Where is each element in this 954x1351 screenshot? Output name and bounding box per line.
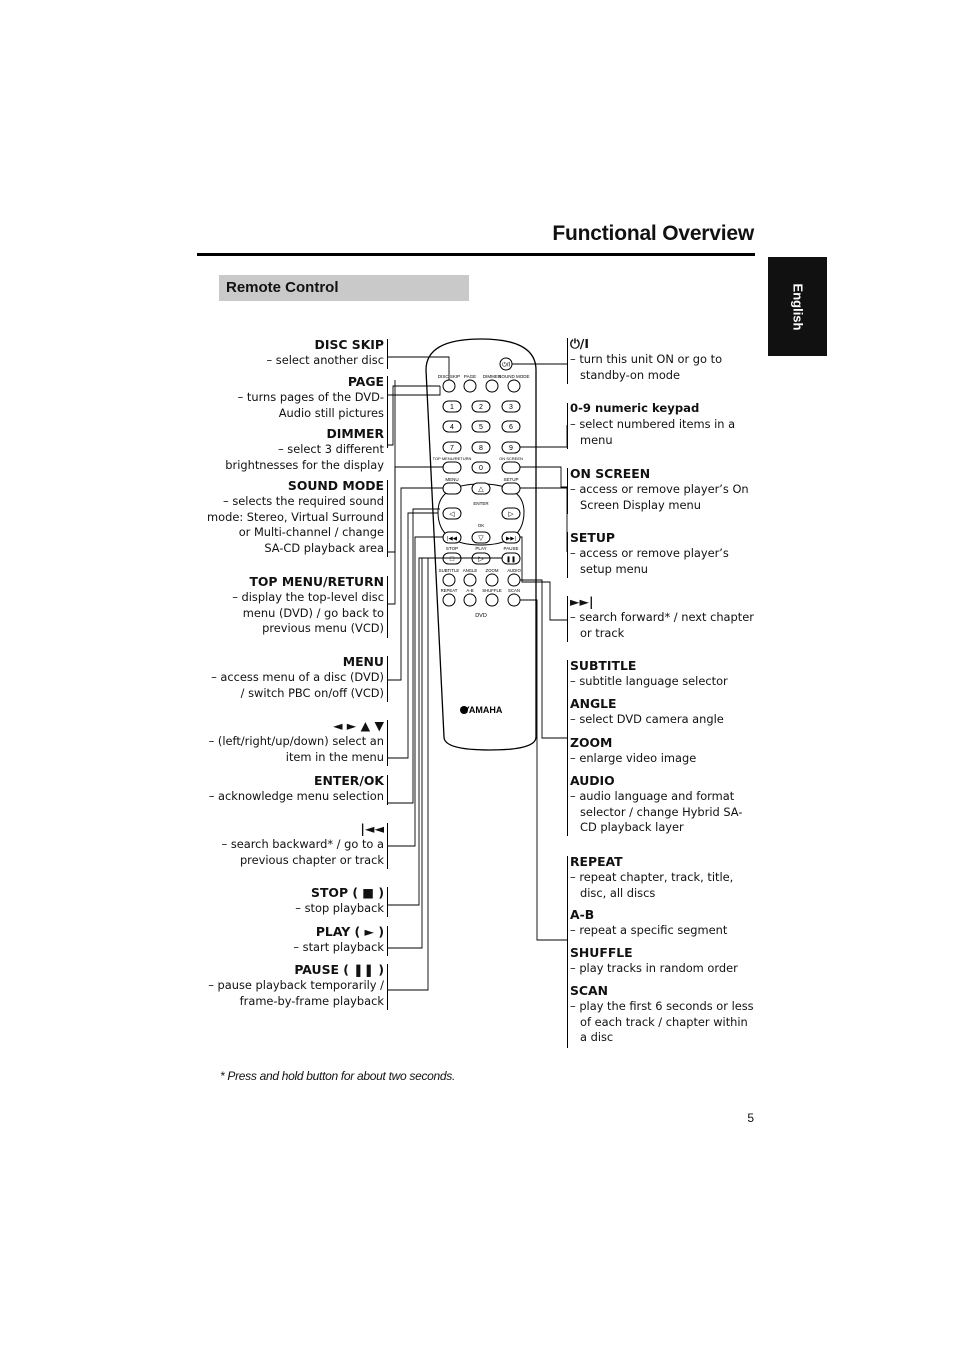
angle-button (464, 574, 476, 586)
sound-mode-button (508, 380, 520, 392)
svg-text:0: 0 (479, 465, 483, 472)
label-on-screen: ON SCREEN – access or remove player’s On Screen Display menu (570, 466, 749, 512)
svg-text:7: 7 (450, 445, 454, 452)
svg-text:8: 8 (479, 445, 483, 452)
dimmer-button (486, 380, 498, 392)
label-top-menu-return: TOP MENU/RETURN – display the top-level disc menu (DVD) / go back to previous menu (VCD) (232, 574, 384, 636)
label-stop: STOP ( ■ ) – stop playback (295, 885, 384, 915)
top-menu-return-button (443, 462, 461, 473)
btn-label-scan: SCAN (508, 588, 520, 593)
svg-text:5: 5 (479, 424, 483, 431)
label-angle: ANGLE – select DVD camera angle (570, 696, 724, 726)
brand-logo: YAMAHA (463, 705, 503, 715)
label-zoom: ZOOM – enlarge video image (570, 735, 697, 765)
btn-label-zoom: ZOOM (485, 568, 499, 573)
btn-label-play: PLAY (475, 546, 487, 551)
scan-button (508, 594, 520, 606)
label-play: PLAY ( ► ) – start playback (293, 924, 384, 954)
btn-label-shuffle: SHUFFLE (482, 588, 502, 593)
btn-label-angle: ANGLE (462, 568, 478, 573)
svg-text:6: 6 (509, 424, 513, 431)
btn-label-on-screen: ON SCREEN (499, 456, 523, 461)
btn-label-page: PAGE (463, 374, 477, 379)
label-shuffle: SHUFFLE – play tracks in random order (570, 945, 738, 975)
svg-text:9: 9 (509, 445, 513, 452)
btn-label-disc-skip: DISC SKIP (437, 374, 461, 379)
label-page: PAGE – turns pages of the DVD- Audio still pictures (237, 374, 384, 420)
btn-label-sound-mode: SOUND MODE (498, 374, 530, 379)
btn-label-pause: PAUSE (503, 546, 519, 551)
page-title: Functional Overview (552, 222, 754, 245)
label-scan: SCAN – play the first 6 seconds or less of each track / chapter within a disc (570, 983, 754, 1045)
label-skip-forward: ►►| – search forward* / next chapter or track (570, 594, 754, 640)
btn-label-stop: STOP (445, 546, 459, 551)
svg-text:2: 2 (479, 404, 483, 411)
label-setup: SETUP – access or remove player’s setup menu (570, 530, 729, 576)
language-tab-label: English (790, 283, 805, 330)
btn-label-dimmer: DIMMER (482, 374, 502, 379)
page-number: 5 (747, 1111, 754, 1125)
a-b-button (464, 594, 476, 606)
btn-label-ok: OK (477, 523, 485, 528)
btn-label-a-b: A-B (466, 588, 474, 593)
label-audio: AUDIO – audio language and format selector / change Hybrid SA-CD playback layer (570, 773, 743, 835)
footnote: * Press and hold button for about two seconds. (220, 1069, 456, 1083)
zoom-button (486, 574, 498, 586)
section-heading-label: Remote Control (226, 279, 339, 296)
stop-icon: □ (449, 556, 455, 563)
label-skip-back: |◄◄ – search backward* / go to a previous chapter or track (221, 821, 384, 867)
label-dimmer: DIMMER – select 3 different brightnesses for the display (225, 426, 384, 472)
left-icon: ◁ (449, 511, 455, 518)
label-arrows: ◄ ► ▲ ▼ – (left/right/up/down) select an item in the menu (208, 718, 384, 764)
power-icon: ⏻/I (501, 362, 511, 369)
btn-label-setup: SETUP (503, 477, 519, 482)
up-icon: △ (478, 486, 484, 493)
label-pause: PAUSE ( ❚❚ ) – pause playback temporarily / frame-by-frame playback (208, 962, 384, 1008)
btn-label-enter: ENTER (473, 501, 489, 506)
play-icon: ▷ (478, 556, 484, 563)
label-repeat: REPEAT – repeat chapter, track, title, disc, all discs (570, 854, 734, 900)
svg-text:1: 1 (450, 404, 454, 411)
btn-label-top-menu: TOP MENU/RETURN (432, 456, 472, 461)
down-icon: ▽ (478, 535, 484, 542)
label-subtitle: SUBTITLE – subtitle language selector (570, 658, 728, 688)
btn-label-repeat: REPEAT (440, 588, 458, 593)
pause-icon: ❚❚ (505, 557, 517, 563)
repeat-button (443, 594, 455, 606)
menu-button (443, 483, 461, 494)
label-numeric-keypad: 0-9 numeric keypad – select numbered items in a menu (570, 401, 736, 447)
shuffle-button (486, 594, 498, 606)
label-disc-skip: DISC SKIP – select another disc (266, 337, 384, 367)
audio-button (508, 574, 520, 586)
skip-back-icon: |◀◀ (447, 536, 457, 542)
label-a-b: A-B – repeat a specific segment (570, 907, 728, 937)
label-sound-mode: SOUND MODE – selects the required sound mode: Stereo, Virtual Surround or Multi-channel / change SA-CD playback area (207, 478, 384, 556)
dvd-mark: DVD (475, 613, 487, 619)
btn-label-menu: MENU (445, 477, 459, 482)
label-enter-ok: ENTER/OK – acknowledge menu selection (208, 773, 384, 803)
setup-button (502, 483, 520, 494)
subtitle-button (443, 574, 455, 586)
skip-forward-icon: ▶▶| (506, 536, 516, 542)
disc-skip-button (443, 380, 455, 392)
page-button (464, 380, 476, 392)
label-power: ⏻/I – turn this unit ON or go to standby-on mode (570, 336, 723, 382)
on-screen-button (502, 462, 520, 473)
btn-label-subtitle: SUBTITLE (438, 568, 460, 573)
label-menu: MENU – access menu of a disc (DVD) / switch PBC on/off (VCD) (211, 654, 384, 700)
right-icon: ▷ (508, 511, 514, 518)
svg-text:4: 4 (450, 424, 454, 431)
svg-text:3: 3 (509, 404, 513, 411)
btn-label-audio: AUDIO (507, 568, 521, 573)
